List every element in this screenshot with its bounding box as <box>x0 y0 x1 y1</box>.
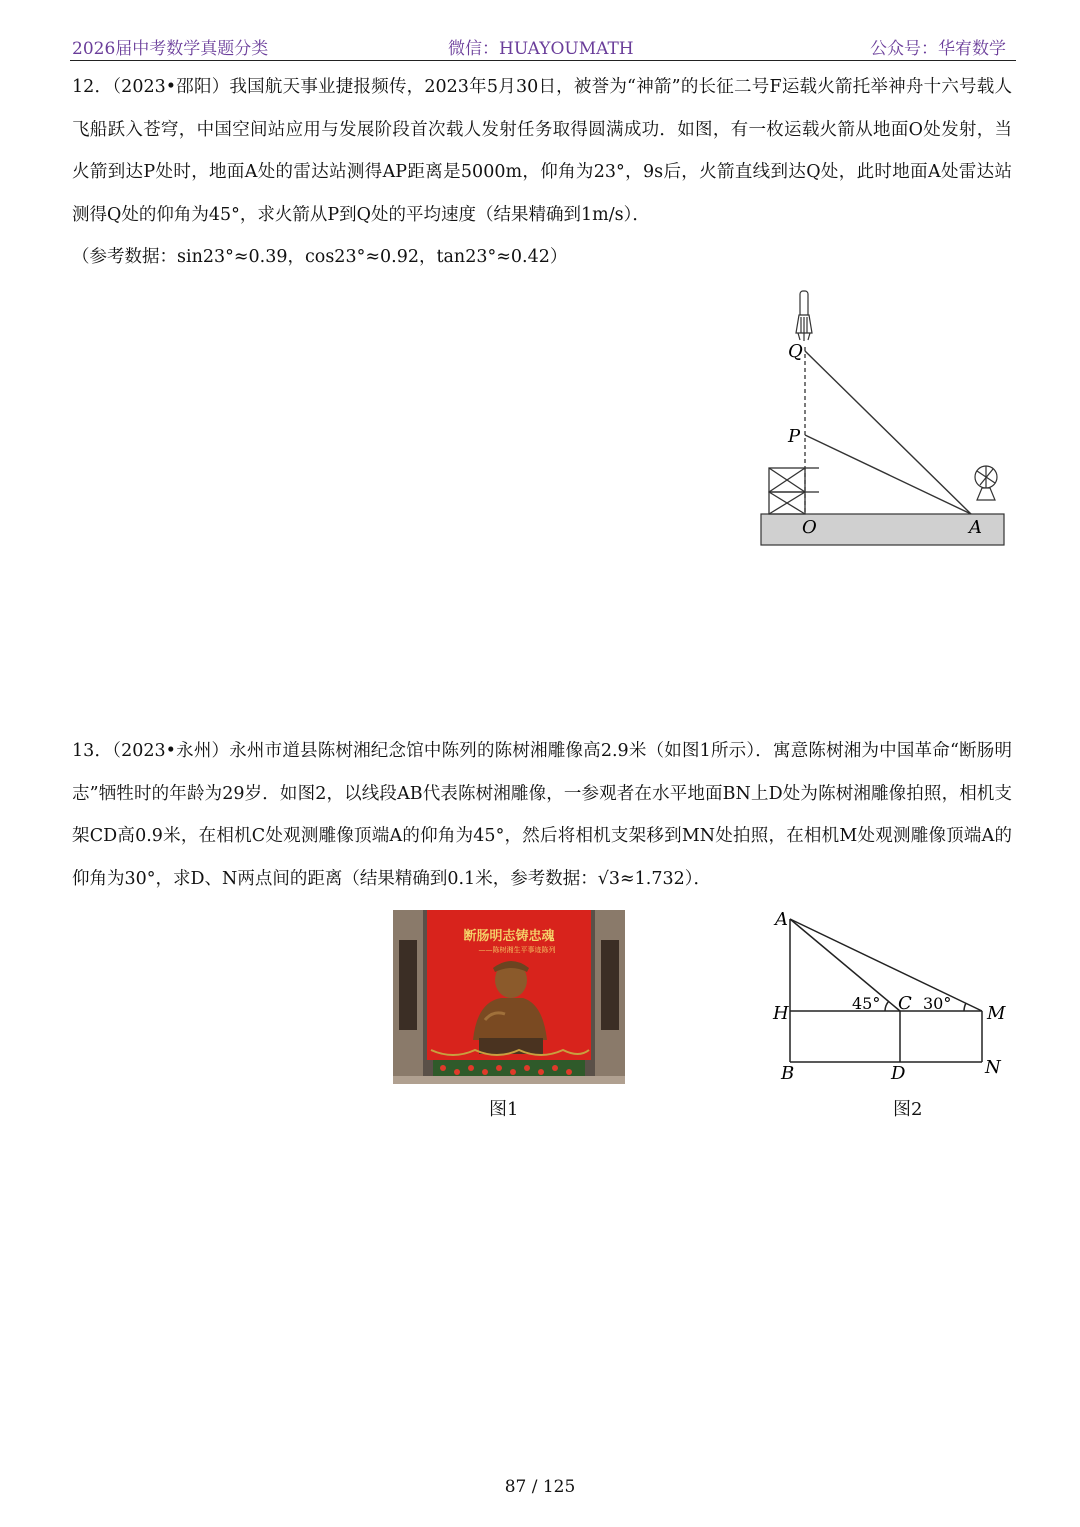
sight-line-ap <box>805 435 971 514</box>
radar-icon <box>975 466 997 500</box>
page-header <box>70 30 1016 61</box>
header-official-account: 公众号：华宥数学 <box>870 39 1006 59</box>
page-number: 87 / 125 <box>504 1477 576 1497</box>
statue-photo-drawing <box>393 910 625 1084</box>
banner-subtitle: ——陈树湘生平事迹陈列 <box>478 946 556 954</box>
sight-line-aq <box>805 351 971 514</box>
label-q: Q <box>788 341 803 362</box>
label-n: N <box>985 1057 1001 1078</box>
banner-title: 断肠明志铸忠魂 <box>463 929 555 944</box>
angle-arc-m <box>964 1003 966 1011</box>
label-o: O <box>802 517 817 538</box>
label-c: C <box>898 993 912 1014</box>
launch-tower <box>769 468 819 514</box>
angle-arc-c <box>885 1001 889 1011</box>
segment-am <box>790 919 982 1011</box>
segment-ac <box>790 919 900 1011</box>
statue-geometry-diagram <box>765 905 1015 1085</box>
problem-12 <box>72 66 1012 279</box>
figure-1-caption: 图1 <box>489 1099 519 1120</box>
problem-12-text: 12．（2023•邵阳）我国航天事业捷报频传，2023年5月30日，被誉为“神箭”的长征二号F运载火箭托举神舟十六号载人飞船跃入苍穹，中国空间站应用与发展阶段首次载人发射任务取得圆满成功．如图，有一枚运载火箭从地面O处发射，当火箭到达P处时，地面A处的雷达站测得AP距离是5000m，仰角为23°，9s后，火箭直线到达Q处，此时地面A处雷达站测得Q处的仰角为45°，求火箭从P到Q处的平均速度（结果精确到1m/s）． <box>72 77 1012 225</box>
problem-13 <box>72 730 1012 900</box>
header-series-title: 2026届中考数学真题分类 <box>72 39 269 59</box>
label-m: M <box>987 1003 1006 1024</box>
header-wechat: 微信：HUAYOUMATH <box>448 39 634 59</box>
label-h: H <box>773 1003 789 1024</box>
statue-photo <box>393 910 625 1084</box>
angle-label-45: 45° <box>852 994 881 1013</box>
label-a: A <box>969 517 982 538</box>
label-p: P <box>788 426 801 447</box>
ground <box>761 514 1004 545</box>
problem-13-text: 13．（2023•永州）永州市道县陈树湘纪念馆中陈列的陈树湘雕像高2.9米（如图1所示）．寓意陈树湘为中国革命“断肠明志”牺牲时的年龄为29岁．如图2，以线段AB代表陈树湘雕像，一参观者在水平地面BN上D处为陈树湘雕像拍照，相机支架CD高0.9米，在相机C处观测雕像顶端A的仰角为45°，然后将相机支架移到MN处拍照，在相机M处观测雕像顶端A的仰角为30°，求D、N两点间的距离（结果精确到0.1米，参考数据：√3≈1.732）． <box>72 741 1012 889</box>
figure-2-caption: 图2 <box>893 1099 923 1120</box>
angle-label-30: 30° <box>923 994 952 1013</box>
label-a: A <box>775 909 788 930</box>
rocket-figure <box>755 285 1015 555</box>
problem-12-reference-data: （参考数据：sin23°≈0.39，cos23°≈0.92，tan23°≈0.42） <box>72 247 568 267</box>
label-b: B <box>781 1063 795 1084</box>
rocket-icon <box>796 291 812 341</box>
label-d: D <box>891 1063 906 1084</box>
